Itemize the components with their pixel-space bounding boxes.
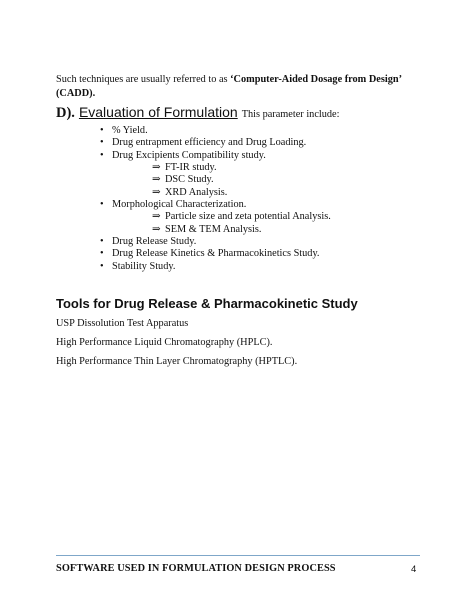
- sub-list-item-text: XRD Analysis.: [165, 186, 228, 198]
- implies-arrow-icon: ⇒: [152, 186, 161, 198]
- section-d-intro: This parameter include:: [241, 109, 340, 120]
- list-item: [100, 150, 331, 162]
- list-item-text: Drug Release Kinetics & Pharmacokinetics Study.: [112, 248, 320, 260]
- sub-list-item-text: Particle size and zeta potential Analysis.: [165, 211, 331, 223]
- sub-list-item-text: FT-IR study.: [165, 162, 217, 174]
- list-item-text: Drug Release Study.: [112, 236, 197, 248]
- list-item: [100, 236, 331, 248]
- intro-bold-term: ‘Computer-Aided Dosage from Design’ (CADD).: [56, 74, 402, 99]
- page-number: 4: [411, 564, 417, 575]
- list-item: [100, 137, 331, 149]
- evaluation-list: [100, 125, 331, 273]
- sub-list-item-text: SEM & TEM Analysis.: [165, 223, 262, 235]
- footer-divider: [56, 555, 420, 556]
- sub-list-item: [100, 211, 331, 223]
- list-item: [100, 125, 331, 137]
- footer-title: SOFTWARE USED IN FORMULATION DESIGN PROCESS: [56, 563, 336, 574]
- list-item-text: % Yield.: [112, 125, 148, 136]
- intro-text: Such techniques are usually referred to as: [56, 74, 231, 85]
- list-item: [100, 248, 331, 260]
- list-item-text: Drug Excipients Compatibility study.: [112, 149, 266, 161]
- list-item: [100, 199, 331, 211]
- implies-arrow-icon: ⇒: [152, 223, 161, 235]
- section-d-heading: [56, 104, 339, 122]
- list-item: [100, 261, 331, 273]
- list-item-text: Stability Study.: [112, 260, 176, 272]
- tools-heading: Tools for Drug Release & Pharmacokinetic Study: [56, 296, 358, 311]
- tool-item-usp: USP Dissolution Test Apparatus: [56, 318, 189, 329]
- intro-paragraph: [56, 73, 426, 101]
- sub-list-item: [100, 162, 331, 174]
- sub-list-item-text: DSC Study.: [165, 174, 214, 186]
- implies-arrow-icon: ⇒: [152, 162, 161, 174]
- section-d-title: Evaluation of Formulation: [78, 104, 238, 120]
- list-item-text: Morphological Characterization.: [112, 199, 247, 211]
- sub-list-item: [100, 187, 331, 199]
- sub-list-item: [100, 174, 331, 186]
- sub-list-item: [100, 224, 331, 236]
- tool-item-hptlc: High Performance Thin Layer Chromatography (HPTLC).: [56, 356, 298, 367]
- section-d-label: D).: [56, 105, 75, 121]
- tool-item-hplc: High Performance Liquid Chromatography (HPLC).: [56, 337, 273, 348]
- list-item-text: Drug entrapment efficiency and Drug Loading.: [112, 137, 307, 149]
- implies-arrow-icon: ⇒: [152, 174, 161, 186]
- implies-arrow-icon: ⇒: [152, 211, 161, 223]
